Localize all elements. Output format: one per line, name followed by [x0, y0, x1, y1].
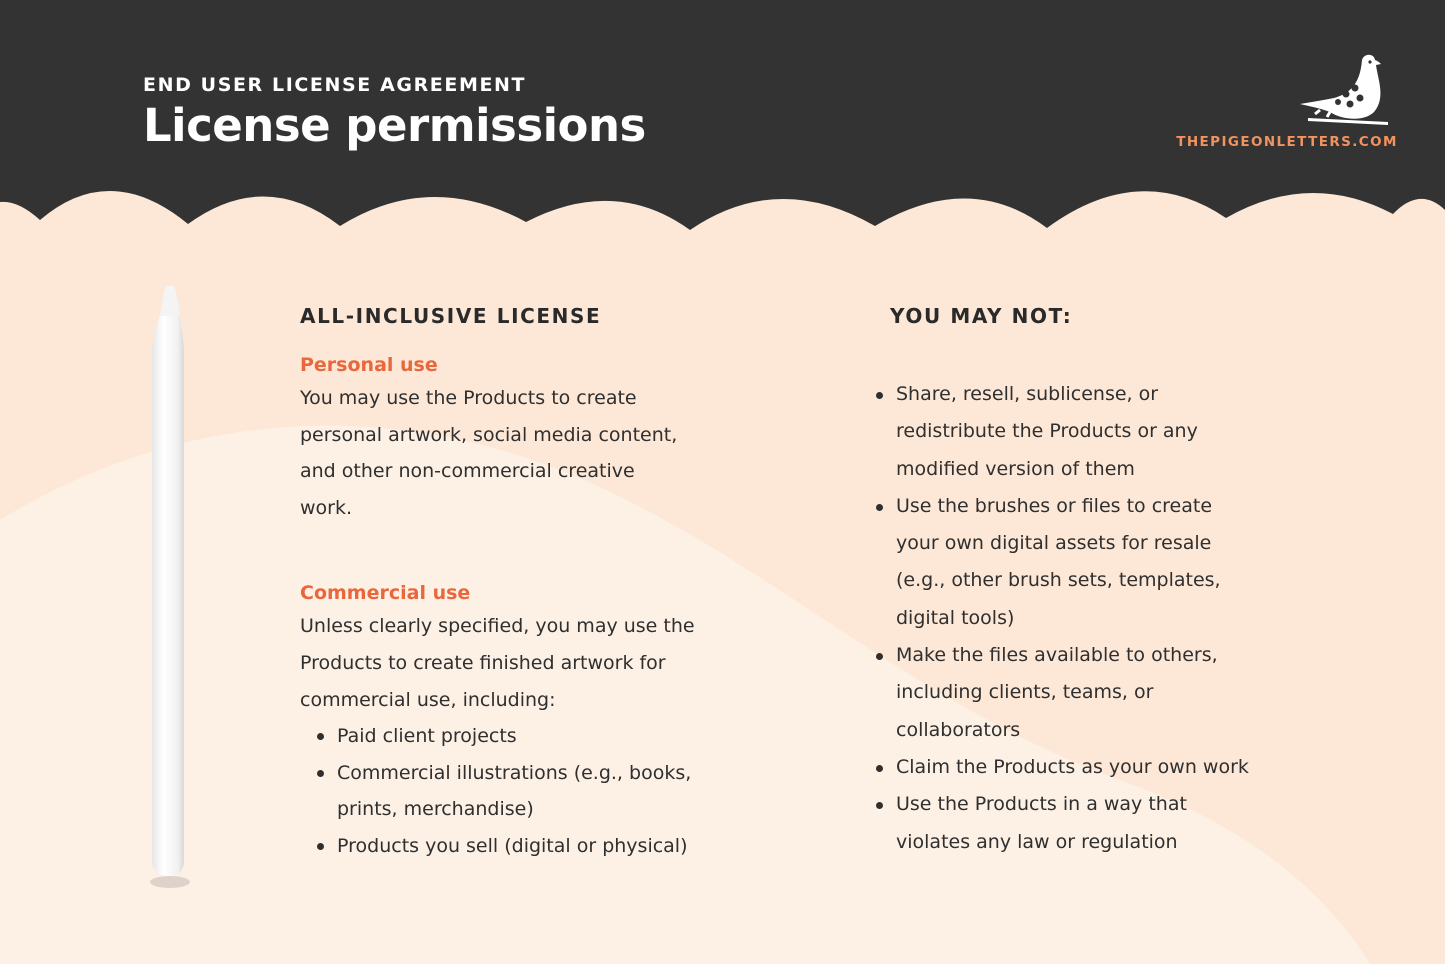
list-item-text: Commercial illustrations (e.g., books,: [337, 761, 692, 784]
personal-use-line: personal artwork, social media content,: [300, 423, 678, 446]
commercial-use-list: [300, 718, 770, 864]
bullet-dot-icon: [876, 504, 883, 511]
header: [143, 72, 646, 154]
commercial-use-line: commercial use, including:: [300, 688, 556, 711]
list-item-text: modified version of them: [896, 457, 1135, 480]
list-item: [874, 376, 1324, 488]
commercial-use-label: Commercial use: [300, 582, 471, 605]
site-url: THEPIGEONLETTERS.COM: [1176, 134, 1398, 150]
list-item-text: your own digital assets for resale: [896, 532, 1212, 555]
list-item: [874, 637, 1324, 749]
bullet-dot-icon: [317, 843, 324, 850]
commercial-use-line: Unless clearly specified, you may use the: [300, 615, 695, 638]
list-item-text: Paid client projects: [337, 725, 517, 748]
bullet-dot-icon: [317, 733, 324, 740]
list-item-text: redistribute the Products or any: [896, 420, 1198, 443]
bullet-dot-icon: [876, 765, 883, 772]
right-column: [874, 300, 1324, 861]
list-item-text: Products you sell (digital or physical): [337, 834, 688, 857]
all-inclusive-heading: ALL-INCLUSIVE LICENSE: [300, 304, 602, 328]
list-item-text: (e.g., other brush sets, templates,: [896, 569, 1221, 592]
list-item: [300, 828, 770, 865]
page-title: License permissions: [143, 99, 646, 152]
list-item: [300, 718, 770, 755]
you-may-not-heading: YOU MAY NOT:: [890, 304, 1073, 328]
list-item-text: prints, merchandise): [337, 798, 534, 821]
list-item-text: Make the files available to others,: [896, 644, 1218, 667]
personal-use-line: work.: [300, 496, 353, 519]
commercial-use-text: [300, 608, 770, 718]
list-item: [874, 786, 1324, 861]
bullet-dot-icon: [876, 802, 883, 809]
personal-use-line: and other non-commercial creative: [300, 460, 635, 483]
list-item-text: digital tools): [896, 606, 1015, 629]
stylus-pencil-image: [140, 282, 200, 894]
list-item: [874, 749, 1324, 786]
list-item: [300, 755, 770, 828]
list-item-text: including clients, teams, or: [896, 681, 1154, 704]
list-item-text: Share, resell, sublicense, or: [896, 383, 1159, 405]
personal-use-line: You may use the Products to create: [300, 387, 637, 409]
list-item-text: Claim the Products as your own work: [896, 755, 1249, 778]
list-item-text: Use the brushes or files to create: [896, 494, 1213, 517]
bullet-dot-icon: [317, 770, 324, 777]
commercial-use-line: Products to create finished artwork for: [300, 651, 666, 674]
pigeon-logo-icon: [1290, 50, 1395, 130]
list-item-text: violates any law or regulation: [896, 830, 1178, 853]
personal-use-label: Personal use: [300, 354, 438, 376]
header-kicker: END USER LICENSE AGREEMENT: [143, 74, 527, 96]
list-item-text: collaborators: [896, 718, 1021, 741]
restrictions-list: [874, 376, 1324, 861]
list-item: [874, 488, 1324, 637]
personal-use-text: [300, 380, 770, 526]
left-column: [300, 300, 770, 865]
bullet-dot-icon: [876, 392, 883, 399]
bullet-dot-icon: [876, 653, 883, 660]
list-item-text: Use the Products in a way that: [896, 793, 1187, 816]
